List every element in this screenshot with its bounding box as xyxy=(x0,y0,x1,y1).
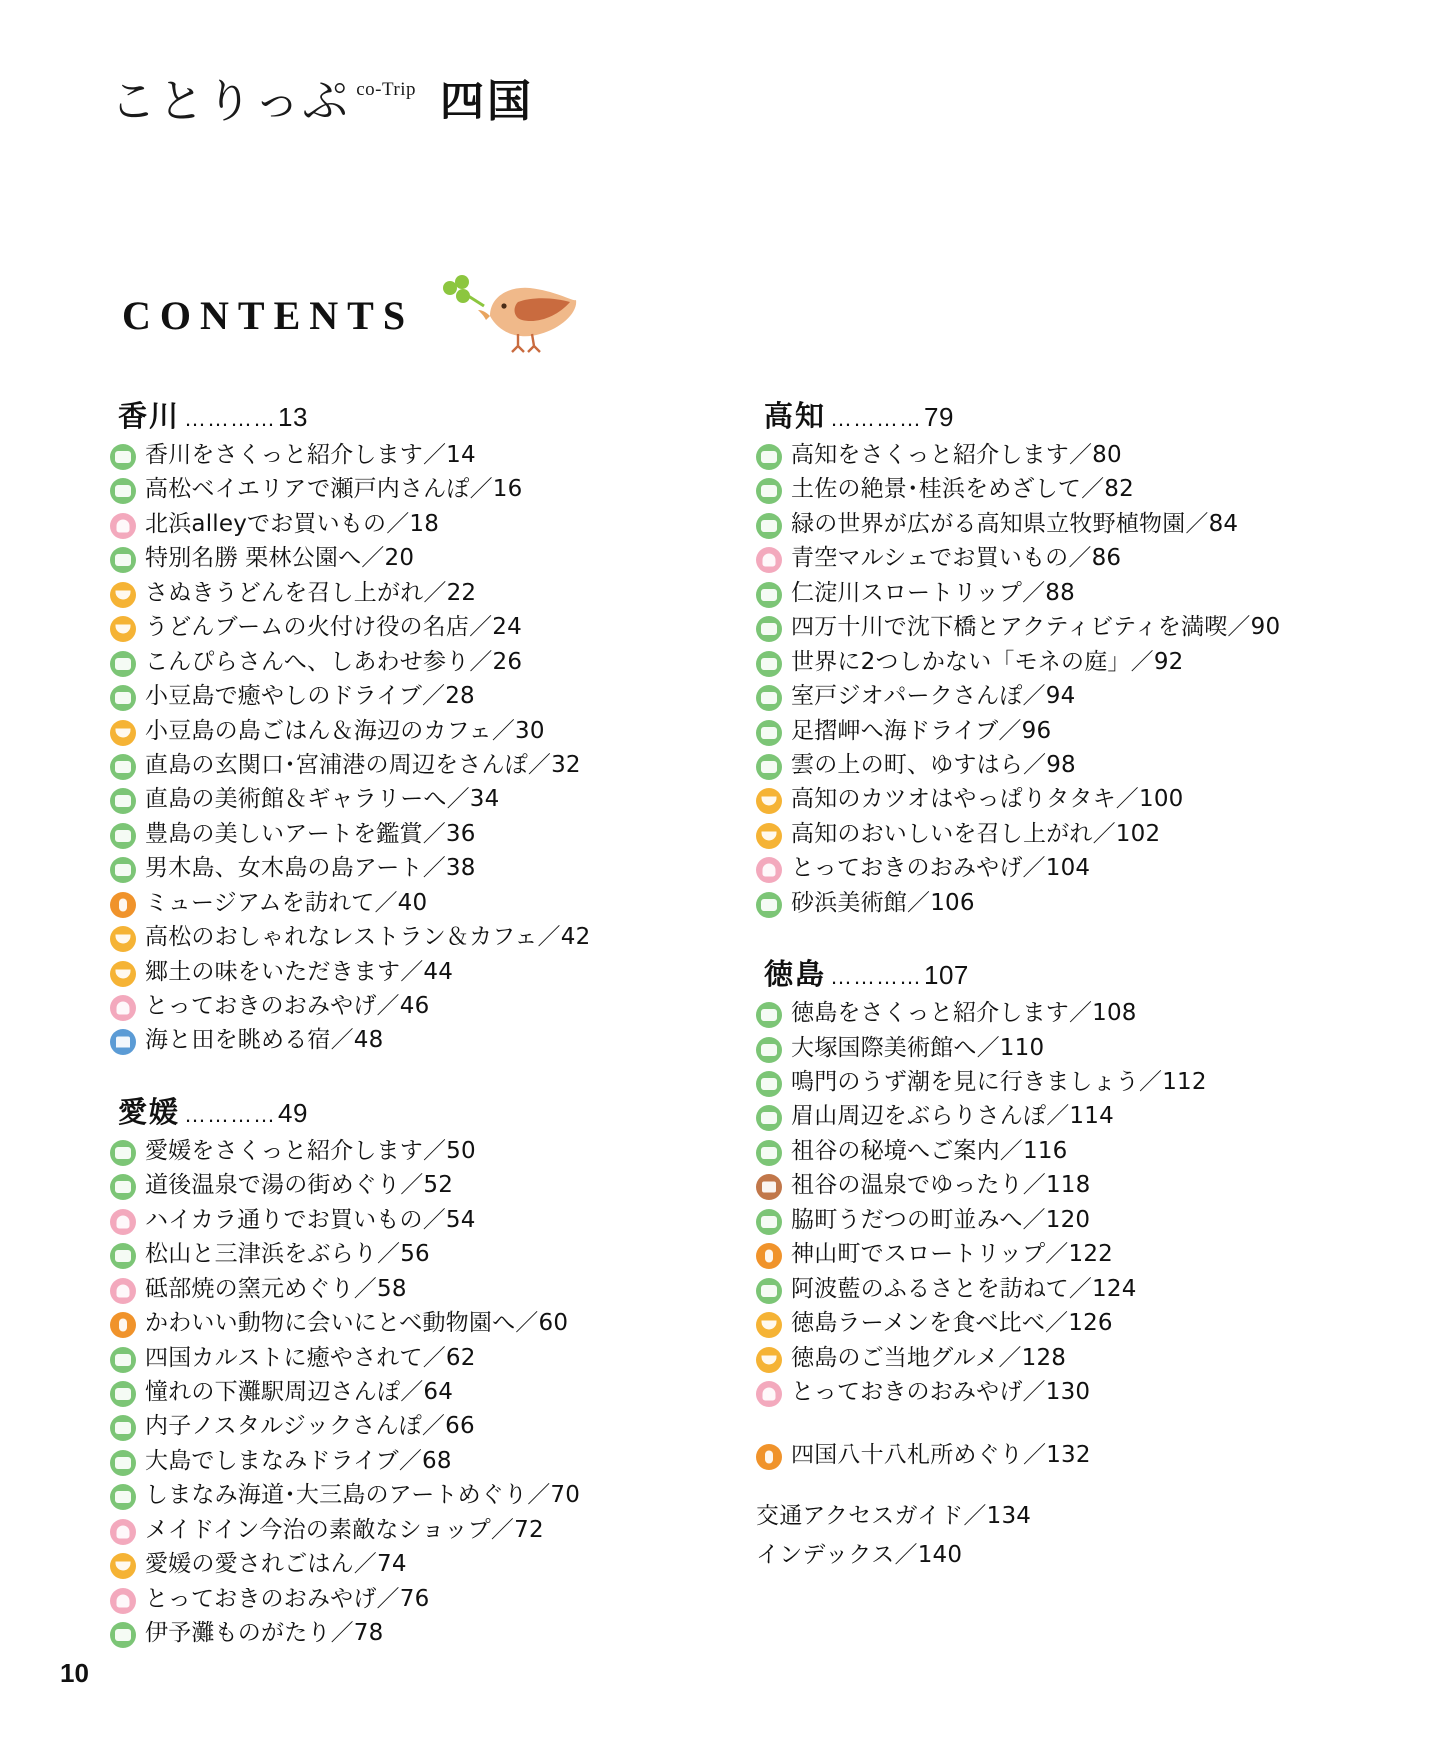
food-icon xyxy=(110,582,136,608)
entry-label: 青空マルシェでお買いもの／86 xyxy=(791,545,1122,572)
leader-dots: ………… xyxy=(184,1101,277,1127)
entry-label: 神山町でスロートリップ／122 xyxy=(791,1241,1113,1268)
list-item[interactable] xyxy=(110,613,694,642)
entry-label: 鳴門のうず潮を見に行きましょう／112 xyxy=(791,1069,1207,1095)
list-item[interactable] xyxy=(756,441,1340,470)
entry-label: 香川をさくっと紹介します／14 xyxy=(145,442,476,468)
leader-dots: ………… xyxy=(830,406,923,431)
list-item[interactable] xyxy=(756,1206,1340,1235)
list-item[interactable] xyxy=(756,510,1340,539)
play-icon xyxy=(110,892,136,918)
section-header xyxy=(118,1090,694,1131)
section-page-number: 13 xyxy=(278,402,308,432)
sight-icon xyxy=(756,1002,782,1028)
shop-icon xyxy=(756,857,782,883)
list-item[interactable] xyxy=(110,648,694,677)
entry-label: 室戸ジオパークさんぽ／94 xyxy=(791,683,1076,710)
list-item[interactable] xyxy=(110,1585,694,1614)
shop-icon xyxy=(110,1588,136,1614)
section-title: 愛媛 xyxy=(118,1094,181,1129)
sight-icon xyxy=(110,754,136,780)
sight-icon xyxy=(110,1347,136,1373)
entry-label: 直島の美術館＆ギャラリーへ／34 xyxy=(145,786,500,813)
section-title: 高知 xyxy=(764,399,827,433)
list-item[interactable] xyxy=(756,854,1340,883)
shop-icon xyxy=(110,995,136,1021)
list-item[interactable] xyxy=(756,1068,1340,1097)
back-matter-list xyxy=(756,1497,1340,1569)
shop-icon xyxy=(756,1381,782,1407)
list-item[interactable] xyxy=(110,751,694,780)
shop-icon xyxy=(756,547,782,573)
food-icon xyxy=(110,616,136,642)
sight-icon xyxy=(756,616,782,642)
entry-label: 眉山周辺をぶらりさんぽ／114 xyxy=(791,1103,1114,1130)
sight-icon xyxy=(756,513,782,539)
entry-label: 土佐の絶景･桂浜をめざして／82 xyxy=(791,476,1134,503)
entry-label: 四国八十八札所めぐり／132 xyxy=(791,1442,1091,1469)
entry-label: 高松ベイエリアで瀬戸内さんぽ／16 xyxy=(145,476,523,503)
entry-label: さぬきうどんを召し上がれ／22 xyxy=(145,579,477,606)
sight-icon xyxy=(110,478,136,504)
shop-icon xyxy=(110,1209,136,1235)
list-item[interactable] xyxy=(110,1344,694,1373)
entry-label: 足摺岬へ海ドライブ／96 xyxy=(791,717,1052,744)
sight-icon xyxy=(110,1174,136,1200)
section-header xyxy=(118,394,694,435)
entry-label: 祖谷の秘境へご案内／116 xyxy=(791,1137,1068,1164)
sight-icon xyxy=(756,754,782,780)
entry-label: 郷土の味をいただきます／44 xyxy=(145,958,454,985)
list-item[interactable] xyxy=(110,1137,694,1166)
standalone-entry xyxy=(756,1441,1340,1470)
sight-icon xyxy=(110,1381,136,1407)
food-icon xyxy=(756,1312,782,1338)
masthead xyxy=(110,74,534,128)
list-item[interactable] xyxy=(110,1026,694,1055)
entry-label: 道後温泉で湯の街めぐり／52 xyxy=(145,1172,454,1199)
shop-icon xyxy=(110,513,136,539)
entry-label: ミュージアムを訪れて／40 xyxy=(145,889,428,916)
entry-label: 高松のおしゃれなレストラン＆カフェ／42 xyxy=(145,924,591,951)
list-item[interactable] xyxy=(756,1441,1340,1470)
sight-icon xyxy=(756,478,782,504)
section-header xyxy=(764,394,1340,435)
list-item[interactable] xyxy=(756,579,1340,608)
entry-label: とっておきのおみやげ／104 xyxy=(791,855,1091,882)
list-item[interactable] xyxy=(110,923,694,952)
section-title: 徳島 xyxy=(764,957,827,992)
food-icon xyxy=(756,1347,782,1373)
leader-dots: ………… xyxy=(184,406,277,431)
entry-label: しまなみ海道･大三島のアートめぐり／70 xyxy=(145,1482,581,1509)
entry-list xyxy=(756,1441,1340,1470)
list-item[interactable] xyxy=(756,544,1340,573)
entry-label: 憧れの下灘駅周辺さんぽ／64 xyxy=(145,1378,454,1405)
sight-icon xyxy=(756,1140,782,1166)
list-item[interactable] xyxy=(756,1137,1340,1166)
list-item[interactable] xyxy=(110,992,694,1021)
list-item[interactable] xyxy=(756,1102,1340,1131)
sight-icon xyxy=(756,685,782,711)
entry-label: 砥部焼の窯元めぐり／58 xyxy=(145,1275,407,1302)
section-kagawa xyxy=(110,394,694,1056)
list-item[interactable] xyxy=(756,682,1340,711)
section-page-number: 79 xyxy=(924,402,954,432)
page-number: 10 xyxy=(60,1658,89,1688)
entry-label: 小豆島の島ごはん＆海辺のカフェ／30 xyxy=(145,717,545,744)
food-icon xyxy=(110,926,136,952)
region-title: 四国 xyxy=(440,76,534,127)
shop-icon xyxy=(110,1519,136,1545)
list-item[interactable] xyxy=(756,1171,1340,1200)
stay-icon xyxy=(110,1029,136,1055)
entry-label: 大島でしまなみドライブ／68 xyxy=(145,1447,452,1474)
entry-label: とっておきのおみやげ／76 xyxy=(145,1585,430,1612)
list-item[interactable] xyxy=(110,1309,694,1338)
section-kochi xyxy=(756,394,1340,918)
food-icon xyxy=(110,720,136,746)
list-item[interactable] xyxy=(756,999,1340,1028)
list-item[interactable] xyxy=(756,613,1340,642)
entry-label: 世界に2つしかない「モネの庭」／92 xyxy=(791,648,1184,675)
entry-label: メイドイン今治の素敵なショップ／72 xyxy=(145,1516,544,1543)
sight-icon xyxy=(756,444,782,470)
list-item[interactable] xyxy=(110,1412,694,1441)
sight-icon xyxy=(110,1450,136,1476)
entry-label: 高知のおいしいを召し上がれ／102 xyxy=(791,820,1161,847)
entry-list xyxy=(756,441,1340,918)
list-item[interactable] xyxy=(110,1275,694,1304)
entry-label: とっておきのおみやげ／130 xyxy=(791,1378,1091,1405)
sight-icon xyxy=(110,444,136,470)
entry-label: 伊予灘ものがたり／78 xyxy=(145,1620,384,1646)
sight-icon xyxy=(756,1037,782,1063)
entry-label: 松山と三津浜をぶらり／56 xyxy=(145,1241,430,1268)
entry-label: こんぴらさんへ、しあわせ参り／26 xyxy=(145,648,523,675)
sight-icon xyxy=(756,1209,782,1235)
list-item[interactable] xyxy=(110,854,694,883)
sight-icon xyxy=(110,823,136,849)
entry-label: 大塚国際美術館へ／110 xyxy=(791,1034,1045,1061)
shop-icon xyxy=(110,1278,136,1304)
page-title: CONTENTS xyxy=(122,292,415,338)
entry-label: 砂浜美術館／106 xyxy=(791,889,975,916)
sight-icon xyxy=(110,1243,136,1269)
entry-label: 小豆島で癒やしのドライブ／28 xyxy=(145,683,475,710)
brand-logo-main: ことりっぷ xyxy=(110,74,350,128)
list-item[interactable] xyxy=(756,1309,1340,1338)
entry-label: 男木島、女木島の島アート／38 xyxy=(145,855,476,882)
sight-icon xyxy=(110,1622,136,1648)
list-item[interactable] xyxy=(110,1481,694,1510)
list-item[interactable] xyxy=(110,579,694,608)
contents-columns xyxy=(110,394,1340,1682)
brand-logo-sub: co-Trip xyxy=(356,79,416,100)
sight-icon xyxy=(110,1484,136,1510)
list-item[interactable] xyxy=(756,1344,1340,1373)
play-icon xyxy=(756,1444,782,1470)
list-item[interactable] xyxy=(756,820,1340,849)
sight-icon xyxy=(756,651,782,677)
sight-icon xyxy=(110,547,136,573)
entry-label: 仁淀川スロートリップ／88 xyxy=(791,579,1075,606)
sight-icon xyxy=(110,651,136,677)
brand-logo xyxy=(110,74,416,128)
sight-icon xyxy=(756,720,782,746)
list-item[interactable] xyxy=(756,717,1340,746)
play-icon xyxy=(756,1243,782,1269)
list-item[interactable] xyxy=(756,751,1340,780)
entry-label: うどんブームの火付け役の名店／24 xyxy=(145,614,522,641)
entry-label: 内子ノスタルジックさんぽ／66 xyxy=(145,1413,475,1440)
entry-label: 四万十川で沈下橋とアクティビティを満喫／90 xyxy=(791,614,1281,641)
entry-label: 愛媛の愛されごはん／74 xyxy=(145,1551,407,1578)
list-item[interactable] xyxy=(756,1378,1340,1407)
back-matter-item[interactable]: インデックス／140 xyxy=(756,1541,963,1568)
list-item[interactable] xyxy=(110,1619,694,1648)
list-item[interactable] xyxy=(110,958,694,987)
sight-icon xyxy=(756,582,782,608)
list-item[interactable] xyxy=(110,1550,694,1579)
section-header xyxy=(764,952,1340,993)
list-item[interactable] xyxy=(756,1034,1340,1063)
entry-label: 阿波藍のふるさとを訪ねて／124 xyxy=(791,1275,1137,1302)
list-item[interactable] xyxy=(110,682,694,711)
list-item[interactable] xyxy=(110,1171,694,1200)
food-icon xyxy=(756,823,782,849)
section-page-number: 49 xyxy=(278,1097,308,1128)
list-item[interactable] xyxy=(756,1275,1340,1304)
sight-icon xyxy=(756,1278,782,1304)
entry-label: 祖谷の温泉でゆったり／118 xyxy=(791,1172,1091,1199)
entry-label: 徳島ラーメンを食べ比べ／126 xyxy=(791,1310,1113,1337)
entry-label: 海と田を眺める宿／48 xyxy=(145,1027,384,1054)
food-icon xyxy=(756,788,782,814)
entry-label: かわいい動物に会いにとべ動物園へ／60 xyxy=(145,1310,569,1337)
list-item[interactable] xyxy=(110,475,694,504)
sight-icon xyxy=(110,788,136,814)
bird-icon xyxy=(432,272,582,358)
list-item[interactable] xyxy=(110,889,694,918)
section-title: 香川 xyxy=(118,399,181,433)
sight-icon xyxy=(756,892,782,918)
leader-dots: ………… xyxy=(830,964,923,990)
entry-list xyxy=(110,1137,694,1649)
food-icon xyxy=(110,1553,136,1579)
entry-label: 高知をさくっと紹介します／80 xyxy=(791,442,1122,468)
entry-label: 北浜alleyでお買いもの／18 xyxy=(145,510,440,537)
list-item[interactable] xyxy=(110,820,694,849)
sight-icon xyxy=(756,1105,782,1131)
list-item[interactable] xyxy=(756,785,1340,814)
onsen-icon xyxy=(756,1174,782,1200)
entry-label: とっておきのおみやげ／46 xyxy=(145,993,430,1019)
list-item[interactable] xyxy=(110,510,694,539)
entry-label: 高知のカツオはやっぱりタタキ／100 xyxy=(791,786,1184,813)
contents-heading xyxy=(122,272,582,358)
entry-label: 徳島をさくっと紹介します／108 xyxy=(791,1000,1137,1027)
entry-label: 特別名勝 栗林公園へ／20 xyxy=(145,545,415,572)
play-icon xyxy=(110,1312,136,1338)
list-item[interactable] xyxy=(110,785,694,814)
sight-icon xyxy=(756,1071,782,1097)
list-item[interactable] xyxy=(756,475,1340,504)
list-item[interactable] xyxy=(110,717,694,746)
list-item[interactable] xyxy=(110,1240,694,1269)
section-ehime xyxy=(110,1090,694,1649)
list-item[interactable] xyxy=(756,889,1340,918)
entry-label: 雲の上の町、ゆすはら／98 xyxy=(791,751,1076,778)
entry-label: 徳島のご当地グルメ／128 xyxy=(791,1344,1067,1371)
list-item[interactable] xyxy=(110,544,694,573)
list-item[interactable] xyxy=(756,648,1340,677)
list-item[interactable] xyxy=(110,1516,694,1545)
sight-icon xyxy=(110,1415,136,1441)
section-page-number: 107 xyxy=(924,960,969,991)
section-tokushima xyxy=(756,952,1340,1407)
list-item[interactable] xyxy=(110,1206,694,1235)
sight-icon xyxy=(110,685,136,711)
entry-label: 緑の世界が広がる高知県立牧野植物園／84 xyxy=(791,510,1239,537)
entry-list xyxy=(110,441,694,1056)
entry-label: 直島の玄関口･宮浦港の周辺をさんぽ／32 xyxy=(145,751,581,778)
entry-label: 愛媛をさくっと紹介します／50 xyxy=(145,1137,476,1164)
entry-label: 四国カルストに癒やされて／62 xyxy=(145,1344,476,1371)
entry-label: 脇町うだつの町並みへ／120 xyxy=(791,1206,1091,1233)
sight-icon xyxy=(110,1140,136,1166)
list-item[interactable] xyxy=(110,1447,694,1476)
entry-label: ハイカラ通りでお買いもの／54 xyxy=(145,1206,476,1233)
food-icon xyxy=(110,961,136,987)
sight-icon xyxy=(110,857,136,883)
list-item[interactable] xyxy=(110,441,694,470)
column-left xyxy=(110,394,694,1682)
entry-list xyxy=(756,999,1340,1407)
list-item[interactable] xyxy=(110,1378,694,1407)
column-right xyxy=(756,394,1340,1682)
back-matter-item[interactable]: 交通アクセスガイド／134 xyxy=(756,1502,1032,1529)
entry-label: 豊島の美しいアートを鑑賞／36 xyxy=(145,820,476,847)
list-item[interactable] xyxy=(756,1240,1340,1269)
